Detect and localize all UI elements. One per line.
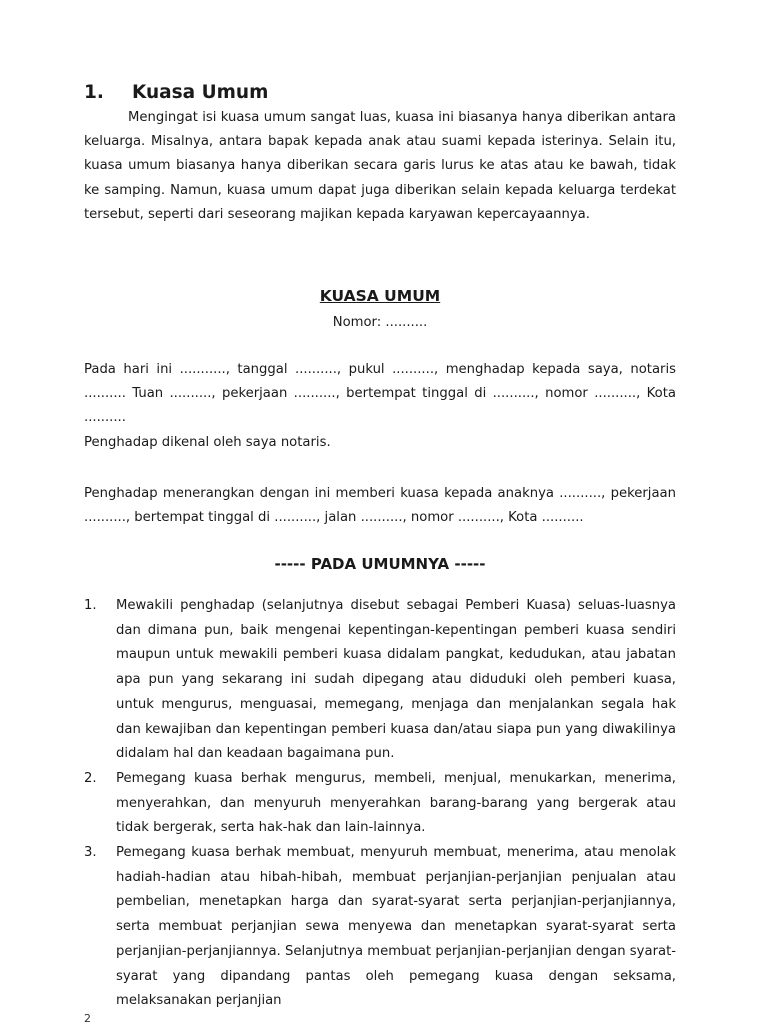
section-intro-paragraph: Mengingat isi kuasa umum sangat luas, kuasa ini biasanya hanya diberikan antara keluarga. Misalnya, antara bapak kepada anak atau suami kepada isterinya. Selain itu, kuasa umum biasanya hanya diberikan secara garis lurus ke atas atau ke bawah, tidak ke samping. Namun, kuasa umum dapat juga diberikan selain kepada keluarga terdekat tersebut, seperti dari seseorang majikan kepada karyawan kepercayaannya. — [84, 110, 676, 222]
list-item-text: Pemegang kuasa berhak membuat, menyuruh membuat, menerima, atau menolak hadiah-hadian atau hibah-hibah, membuat perjanjian-perjanjian penjualan atau pembelian, menetapkan harga dan syarat-syarat serta perjanjian-perjanjiannya, serta membuat perjanjian sewa menyewa dan menetapkan syarat-syarat serta perjanjian-perjanjiannya. Selanjutnya membuat perjanjian-perjanjian dengan syarat-syarat yang dipandang pantas oleh pemegang kuasa dengan seksama, melaksanakan perjanjian — [116, 845, 676, 1009]
deed-paragraph-identified: Penghadap dikenal oleh saya notaris. — [84, 435, 331, 450]
section-heading — [84, 80, 268, 106]
section-title: Kuasa Umum — [132, 82, 269, 103]
list-item — [84, 841, 676, 1014]
list-item-text: Mewakili penghadap (selanjutnya disebut sebagai Pemberi Kuasa) seluas-luasnya dan dimana pun, baik mengenai kepentingan-kepentingan pemberi kuasa sendiri maupun untuk mewakili pemberi kuasa didalam pangkat, kedudukan, atau jabatan apa pun yang sekarang ini sudah dipegang atau diduduki oleh pemberi kuasa, untuk mengurus, menguasai, memegang, menjaga dan menjalankan segala hak dan kewajiban dan kepentingan pemberi kuasa dan/atau siapa pun yang diwakilinya didalam hal dan keadaan bagaimana pun. — [116, 598, 676, 762]
list-item-text: Pemegang kuasa berhak mengurus, membeli, menjual, menukarkan, menerima, menyerahkan, dan menyuruh menyerahkan barang-barang yang bergerak atau tidak bergerak, serta hak-hak dan lain-lainnya. — [116, 770, 676, 836]
deed-title: KUASA UMUM — [319, 287, 441, 305]
list-item-number: 3. — [84, 845, 97, 861]
list-item-number: 1. — [84, 598, 97, 613]
list-item-number: 2. — [84, 770, 97, 786]
list-item — [84, 594, 676, 767]
deed-number: Nomor: .......... — [332, 315, 428, 330]
page-number: 2 — [84, 1012, 91, 1024]
deed-paragraph-grant: Penghadap menerangkan dengan ini memberi kuasa kepada anaknya .........., pekerjaan .........., bertempat tinggal di .........., jalan .........., nomor .........., Kota .......... — [84, 486, 676, 526]
list-item — [84, 767, 676, 841]
section-number: 1. — [84, 82, 104, 103]
deed-clause-list — [84, 594, 676, 1014]
deed-paragraph-appearance: Pada hari ini ..........., tanggal .........., pukul .........., menghadap kepada saya, notaris .......... Tuan .........., pekerjaan .........., bertempat tinggal di .........., nomor .........., Kota .......... — [84, 362, 676, 426]
deed-subheading: ----- PADA UMUMNYA ----- — [274, 555, 486, 573]
